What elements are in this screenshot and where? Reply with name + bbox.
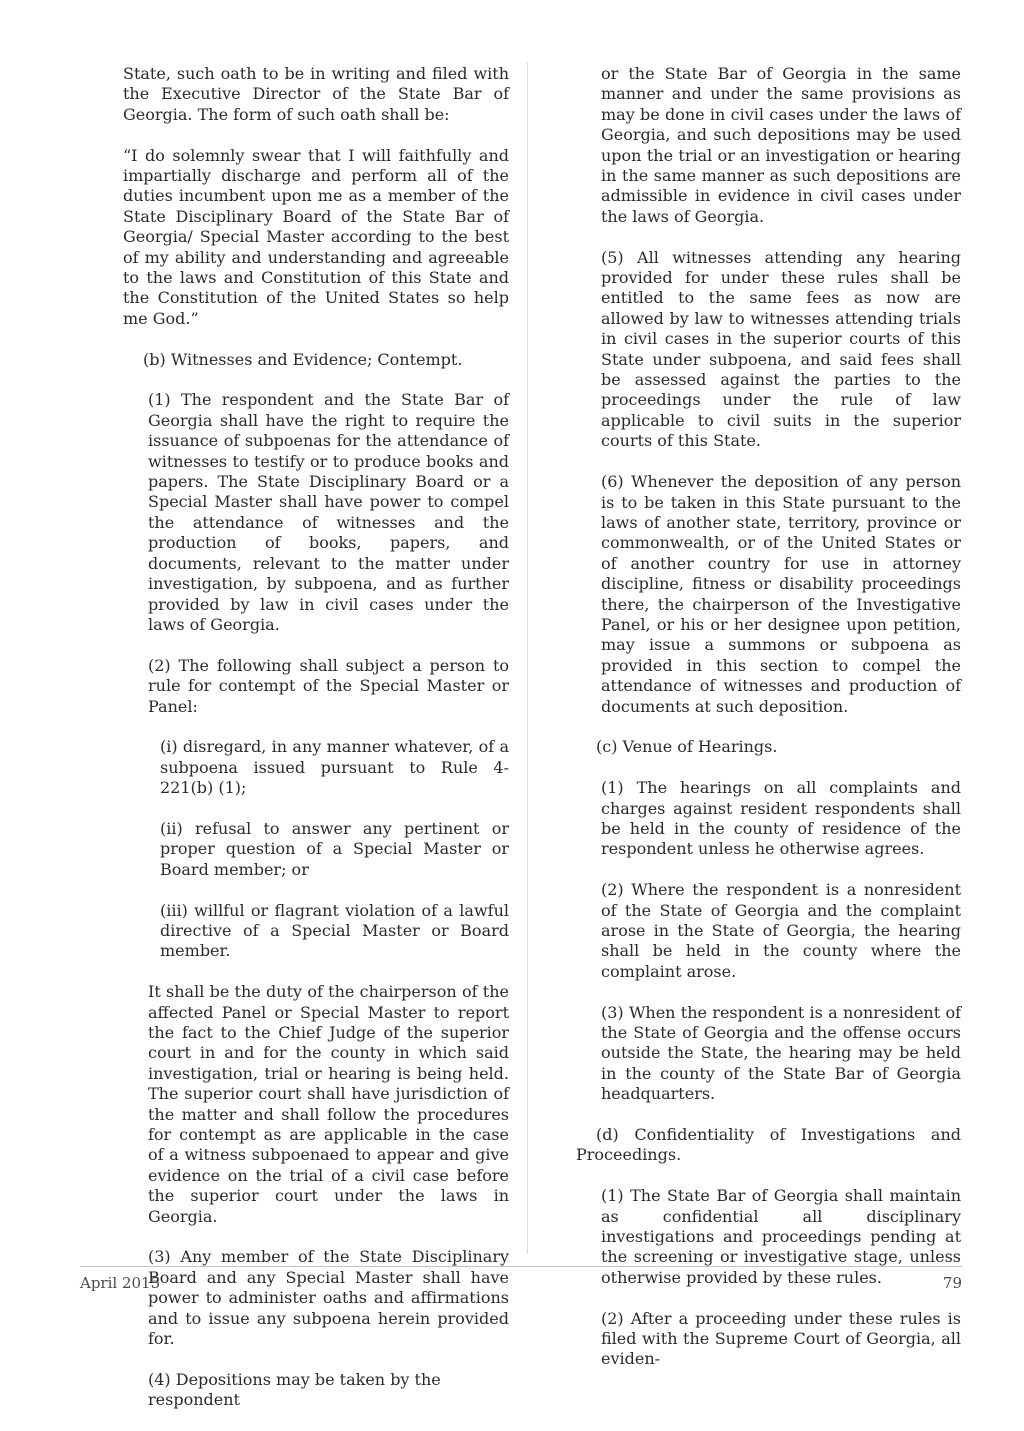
item-b2-iii: (iii) willful or flagrant violation of a lawful directive of a Special Master or Board member. bbox=[160, 900, 509, 961]
paragraph-contempt-duty: It shall be the duty of the chairperson of the affected Panel or Special Master to report the fact to the Chief Judge of the superior court in and for the county in which said investigation, trial or hearing is being held. The superior court shall have jurisdiction of the matter and shall follow the procedures for contempt as are applicable in the case of a witness subpoenaed to appear and give evidence on the trial of a civil case before the superior court under the laws in Georgia. bbox=[148, 982, 509, 1226]
paragraph-c3: (3) When the respondent is a nonresident of the State of Georgia and the offense occurs outside the State, the hearing may be held in the county of the State Bar of Georgia headquarters. bbox=[601, 1002, 961, 1104]
heading-witnesses-evidence: (b) Witnesses and Evidence; Contempt. bbox=[143, 349, 463, 369]
paragraph-c2: (2) Where the respondent is a nonresident of the State of Georgia and the complaint arose in the State of Georgia, the hearing shall be held in the county where the complaint arose. bbox=[601, 880, 961, 981]
footer-rule bbox=[80, 1266, 962, 1267]
paragraph-d2-start: (2) After a proceeding under these rules is filed with the Supreme Court of Georgia, all eviden- bbox=[601, 1308, 961, 1369]
paragraph-oath-text: “I do solemnly swear that I will faithfully and impartially discharge and perform all of the duties incumbent upon me as a member of the State Disciplinary Board of the State Bar of Georgia/ Special Master according to the best of my ability and understanding and agreeable to the laws and Constitution of this State and the Constitution of the United States so help me God.” bbox=[123, 145, 509, 328]
paragraph-oath-intro: State, such oath to be in writing and filed with the Executive Director of the State Bar of Georgia. The form of such oath shall be: bbox=[123, 64, 509, 124]
paragraph-b4-cont: or the State Bar of Georgia in the same manner and under the same provisions as may be done in civil cases under the laws of Georgia, and such depositions may be used upon the trial or an investigation or hearing in the same manner as such depositions are admissible in evidence in civil cases under the laws of Georgia. bbox=[601, 64, 961, 226]
paragraph-b2: (2) The following shall subject a person to rule for contempt of the Special Master or Panel: bbox=[148, 655, 509, 716]
paragraph-b6: (6) Whenever the deposition of any person is to be taken in this State pursuant to the laws of another state, territory, province or commonwealth, or of the United States or of another country for use in attorney discipline, fitness or disability proceedings there, the chairperson of the Investigative Panel, or his or her designee upon petition, may issue a summons or subpoena as provided in this section to compel the attendance of witnesses and production of documents at such deposition. bbox=[601, 472, 961, 716]
page-number: 79 bbox=[942, 1274, 962, 1292]
paragraph-b4-start: (4) Depositions may be taken by the respondent bbox=[148, 1369, 441, 1410]
footer-date: April 2015 bbox=[80, 1274, 161, 1292]
heading-confidentiality: (d) Confidentiality of Investigations and Proceedings. bbox=[576, 1125, 961, 1165]
left-column bbox=[123, 64, 509, 1431]
paragraph-b3: (3) Any member of the State Disciplinary Board and any Special Master shall have power to administer oaths and affirmations and to issue any subpoena herein provided for. bbox=[148, 1247, 509, 1349]
paragraph-b5: (5) All witnesses attending any hearing provided for under these rules shall be entitled to the same fees as now are allowed by law to witnesses attending trials in civil cases in the superior courts of this State under subpoena, and said fees shall be assessed against the parties to the proceedings under the rule of law applicable to civil suits in the superior courts of this State. bbox=[601, 247, 961, 451]
paragraph-b1: (1) The respondent and the State Bar of Georgia shall have the right to require the issuance of subpoenas for the attendance of witnesses to testify or to produce books and papers. The State Disciplinary Board or a Special Master shall have power to compel the attendance of witnesses and the production of books, papers, and documents, relevant to the matter under investigation, by subpoena, and as further provided by law in civil cases under the laws of Georgia. bbox=[148, 390, 509, 634]
heading-venue: (c) Venue of Hearings. bbox=[596, 737, 778, 757]
item-b2-i: (i) disregard, in any manner whatever, of a subpoena issued pursuant to Rule 4-221(b) (1); bbox=[160, 737, 509, 798]
column-divider bbox=[527, 62, 528, 1254]
item-b2-ii: (ii) refusal to answer any pertinent or proper question of a Special Master or Board member; or bbox=[160, 818, 509, 879]
paragraph-c1: (1) The hearings on all complaints and charges against resident respondents shall be held in the county of residence of the respondent unless he otherwise agrees. bbox=[601, 778, 961, 859]
paragraph-d1: (1) The State Bar of Georgia shall maintain as confidential all disciplinary investigations and proceedings pending at the screening or investigative stage, unless otherwise provided by these rules. bbox=[601, 1186, 961, 1287]
right-column bbox=[576, 64, 961, 1390]
